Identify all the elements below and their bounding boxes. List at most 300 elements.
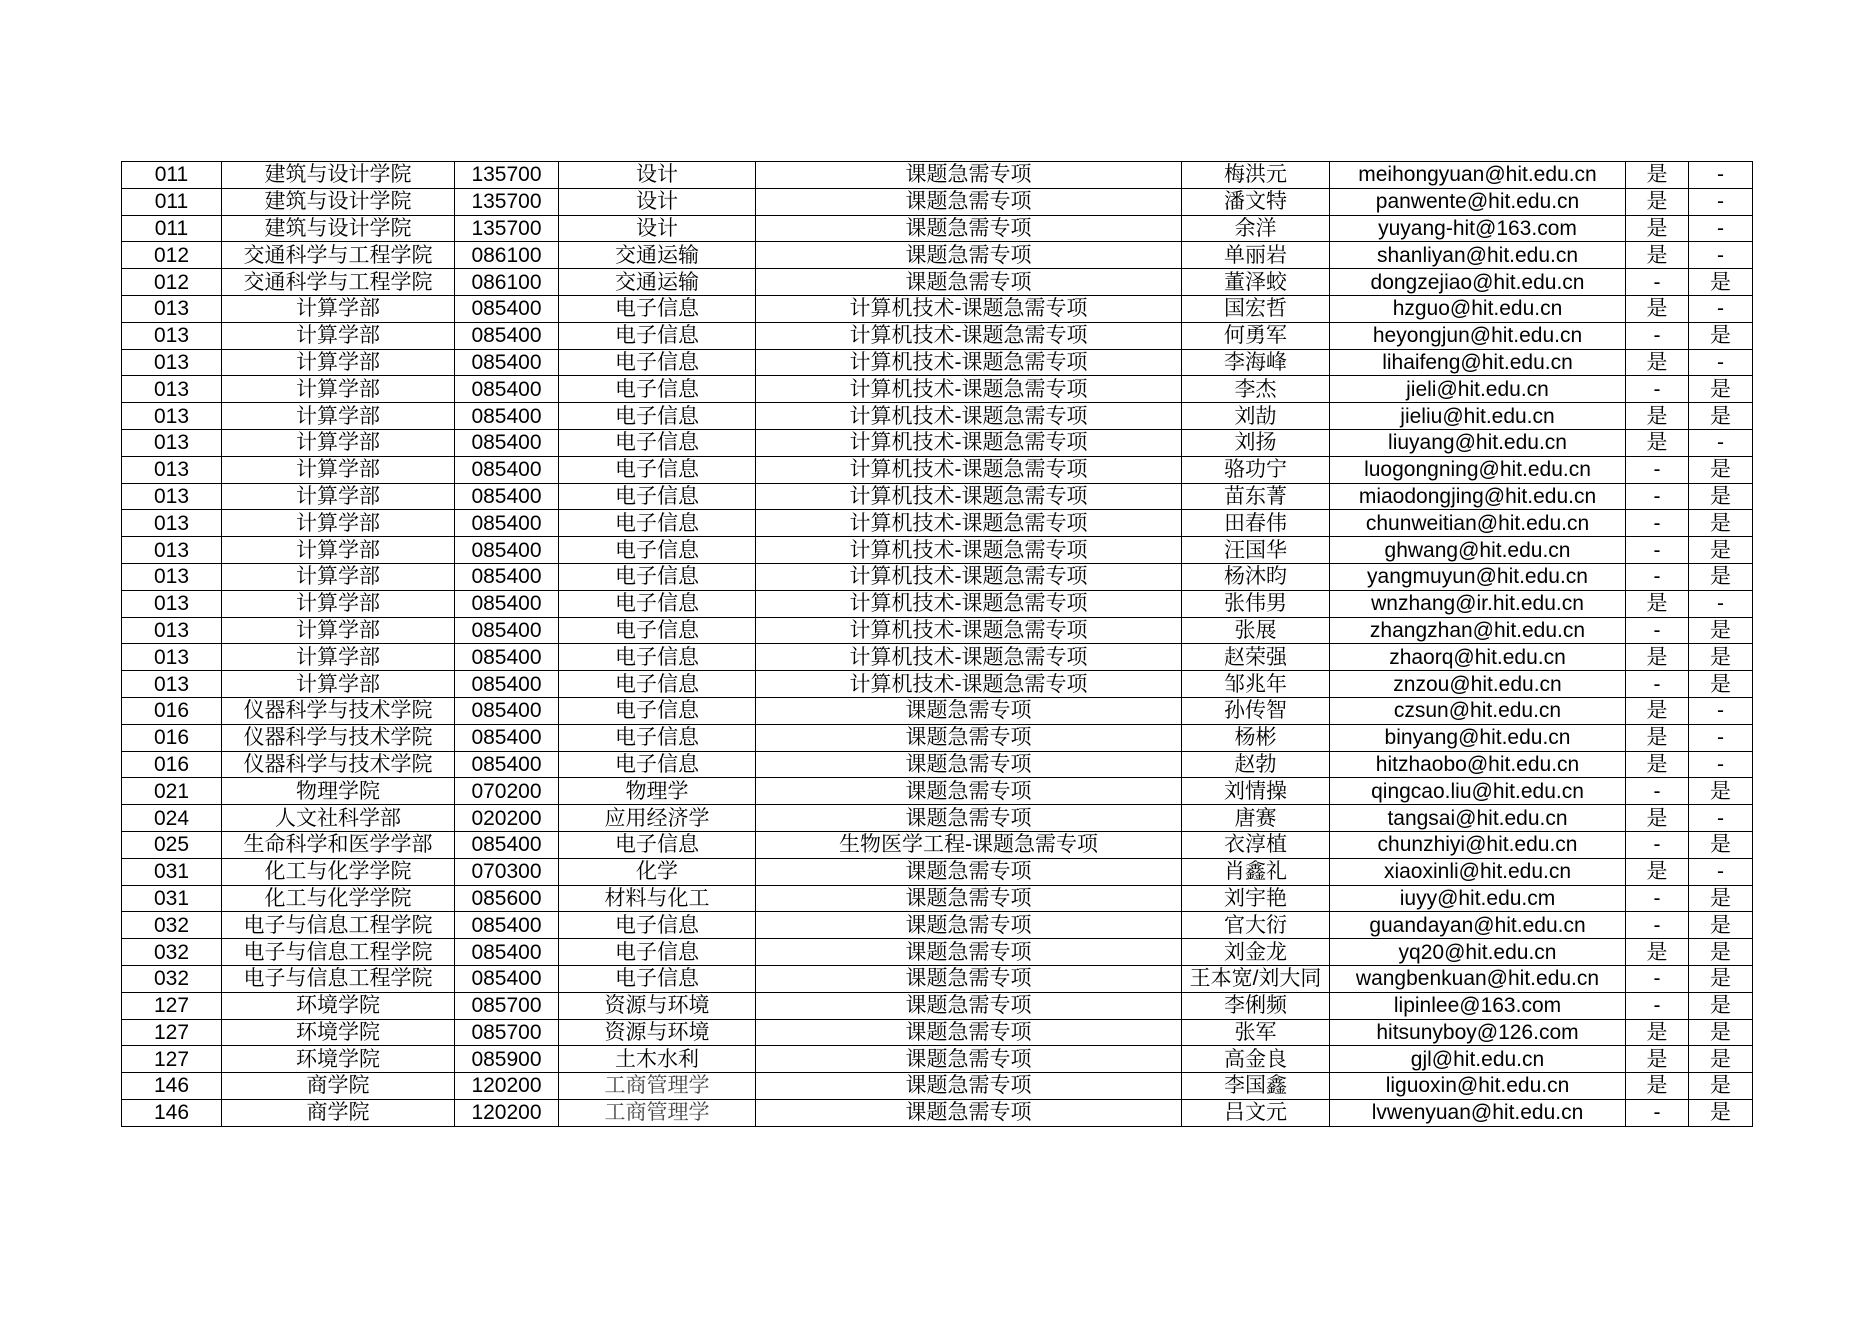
flag-b-cell: 是 [1689,1019,1753,1046]
major-name-cell: 电子信息 [559,617,756,644]
major-code-cell: 085400 [455,403,559,430]
major-name-cell: 电子信息 [559,590,756,617]
college-name-cell: 计算学部 [222,671,455,698]
table-row [122,778,1753,805]
college-code-cell: 031 [122,885,222,912]
college-code-cell: 013 [122,295,222,322]
major-name-cell: 电子信息 [559,912,756,939]
table-row [122,376,1753,403]
supervisor-name-cell: 何勇军 [1182,322,1330,349]
flag-b-cell: 是 [1689,510,1753,537]
table-row [122,805,1753,832]
college-name-cell: 商学院 [222,1073,455,1100]
flag-a-cell: - [1626,831,1689,858]
table-row [122,1046,1753,1073]
major-name-cell: 应用经济学 [559,805,756,832]
major-name-cell: 资源与环境 [559,992,756,1019]
major-code-cell: 085400 [455,644,559,671]
college-name-cell: 计算学部 [222,376,455,403]
flag-b-cell: 是 [1689,322,1753,349]
supervisor-name-cell: 吕文元 [1182,1099,1330,1126]
flag-b-cell: 是 [1689,483,1753,510]
table-row [122,1019,1753,1046]
supervisor-name-cell: 肖鑫礼 [1182,858,1330,885]
college-code-cell: 012 [122,242,222,269]
direction-cell: 课题急需专项 [756,965,1182,992]
email-cell: jieli@hit.edu.cn [1330,376,1626,403]
direction-cell: 课题急需专项 [756,1073,1182,1100]
table-row [122,403,1753,430]
flag-b-cell: - [1689,858,1753,885]
direction-cell: 课题急需专项 [756,992,1182,1019]
table-row [122,697,1753,724]
email-cell: tangsai@hit.edu.cn [1330,805,1626,832]
college-code-cell: 013 [122,403,222,430]
email-cell: lvwenyuan@hit.edu.cn [1330,1099,1626,1126]
direction-cell: 课题急需专项 [756,242,1182,269]
direction-cell: 课题急需专项 [756,912,1182,939]
major-code-cell: 085400 [455,563,559,590]
flag-a-cell: - [1626,778,1689,805]
email-cell: chunzhiyi@hit.edu.cn [1330,831,1626,858]
college-name-cell: 生命科学和医学学部 [222,831,455,858]
table-row [122,295,1753,322]
major-code-cell: 085400 [455,965,559,992]
college-name-cell: 计算学部 [222,563,455,590]
college-code-cell: 146 [122,1099,222,1126]
email-cell: luogongning@hit.edu.cn [1330,456,1626,483]
table-row [122,590,1753,617]
table-row [122,617,1753,644]
flag-b-cell: 是 [1689,831,1753,858]
flag-a-cell: - [1626,456,1689,483]
major-code-cell: 135700 [455,188,559,215]
flag-b-cell: 是 [1689,885,1753,912]
direction-cell: 计算机技术-课题急需专项 [756,429,1182,456]
email-cell: qingcao.liu@hit.edu.cn [1330,778,1626,805]
email-cell: xiaoxinli@hit.edu.cn [1330,858,1626,885]
major-code-cell: 135700 [455,162,559,189]
college-code-cell: 012 [122,269,222,296]
supervisor-name-cell: 董泽蛟 [1182,269,1330,296]
direction-cell: 生物医学工程-课题急需专项 [756,831,1182,858]
email-cell: meihongyuan@hit.edu.cn [1330,162,1626,189]
college-name-cell: 计算学部 [222,644,455,671]
major-code-cell: 085400 [455,483,559,510]
table-row [122,965,1753,992]
flag-b-cell: 是 [1689,269,1753,296]
email-cell: hzguo@hit.edu.cn [1330,295,1626,322]
flag-a-cell: 是 [1626,1073,1689,1100]
college-name-cell: 电子与信息工程学院 [222,912,455,939]
direction-cell: 课题急需专项 [756,1099,1182,1126]
supervisor-table [121,161,1753,1127]
direction-cell: 计算机技术-课题急需专项 [756,322,1182,349]
major-code-cell: 120200 [455,1099,559,1126]
major-code-cell: 085400 [455,376,559,403]
direction-cell: 计算机技术-课题急需专项 [756,563,1182,590]
major-name-cell: 电子信息 [559,965,756,992]
college-name-cell: 物理学院 [222,778,455,805]
college-name-cell: 电子与信息工程学院 [222,965,455,992]
major-code-cell: 085400 [455,671,559,698]
table-row [122,992,1753,1019]
direction-cell: 课题急需专项 [756,215,1182,242]
major-name-cell: 电子信息 [559,831,756,858]
direction-cell: 计算机技术-课题急需专项 [756,403,1182,430]
table-row [122,537,1753,564]
document-sheet [121,161,1753,1127]
direction-cell: 课题急需专项 [756,805,1182,832]
major-name-cell: 电子信息 [559,644,756,671]
flag-b-cell: - [1689,697,1753,724]
flag-b-cell: - [1689,751,1753,778]
major-code-cell: 085400 [455,831,559,858]
direction-cell: 计算机技术-课题急需专项 [756,510,1182,537]
flag-a-cell: 是 [1626,215,1689,242]
supervisor-name-cell: 国宏哲 [1182,295,1330,322]
major-name-cell: 工商管理学 [559,1073,756,1100]
table-row [122,858,1753,885]
table-row [122,831,1753,858]
flag-b-cell: 是 [1689,965,1753,992]
major-code-cell: 085900 [455,1046,559,1073]
college-name-cell: 交通科学与工程学院 [222,242,455,269]
major-name-cell: 电子信息 [559,322,756,349]
college-code-cell: 011 [122,188,222,215]
flag-b-cell: 是 [1689,376,1753,403]
table-row [122,162,1753,189]
table-row [122,644,1753,671]
college-name-cell: 交通科学与工程学院 [222,269,455,296]
college-code-cell: 031 [122,858,222,885]
email-cell: wangbenkuan@hit.edu.cn [1330,965,1626,992]
college-code-cell: 016 [122,724,222,751]
direction-cell: 课题急需专项 [756,939,1182,966]
major-code-cell: 085400 [455,456,559,483]
college-code-cell: 013 [122,537,222,564]
college-code-cell: 021 [122,778,222,805]
major-name-cell: 设计 [559,162,756,189]
college-name-cell: 仪器科学与技术学院 [222,751,455,778]
email-cell: heyongjun@hit.edu.cn [1330,322,1626,349]
supervisor-name-cell: 李海峰 [1182,349,1330,376]
college-name-cell: 人文社科学部 [222,805,455,832]
college-name-cell: 电子与信息工程学院 [222,939,455,966]
direction-cell: 课题急需专项 [756,1046,1182,1073]
table-row [122,242,1753,269]
email-cell: zhangzhan@hit.edu.cn [1330,617,1626,644]
table-row [122,456,1753,483]
college-name-cell: 计算学部 [222,403,455,430]
email-cell: chunweitian@hit.edu.cn [1330,510,1626,537]
flag-a-cell: 是 [1626,1046,1689,1073]
flag-b-cell: - [1689,805,1753,832]
supervisor-name-cell: 王本宽/刘大同 [1182,965,1330,992]
table-row [122,939,1753,966]
supervisor-name-cell: 骆功宁 [1182,456,1330,483]
major-code-cell: 085400 [455,912,559,939]
major-name-cell: 电子信息 [559,939,756,966]
supervisor-name-cell: 官大衍 [1182,912,1330,939]
college-code-cell: 013 [122,510,222,537]
college-name-cell: 建筑与设计学院 [222,162,455,189]
flag-b-cell: 是 [1689,1046,1753,1073]
direction-cell: 计算机技术-课题急需专项 [756,590,1182,617]
flag-b-cell: - [1689,724,1753,751]
direction-cell: 课题急需专项 [756,885,1182,912]
flag-a-cell: 是 [1626,858,1689,885]
supervisor-name-cell: 潘文特 [1182,188,1330,215]
flag-a-cell: 是 [1626,162,1689,189]
major-name-cell: 设计 [559,188,756,215]
supervisor-name-cell: 李国鑫 [1182,1073,1330,1100]
flag-b-cell: 是 [1689,563,1753,590]
email-cell: wnzhang@ir.hit.edu.cn [1330,590,1626,617]
major-code-cell: 085600 [455,885,559,912]
major-code-cell: 085400 [455,617,559,644]
direction-cell: 计算机技术-课题急需专项 [756,295,1182,322]
major-code-cell: 120200 [455,1073,559,1100]
college-name-cell: 化工与化学学院 [222,885,455,912]
table-row [122,1099,1753,1126]
supervisor-name-cell: 苗东菁 [1182,483,1330,510]
college-code-cell: 032 [122,965,222,992]
major-name-cell: 电子信息 [559,403,756,430]
flag-a-cell: - [1626,537,1689,564]
college-code-cell: 013 [122,376,222,403]
college-code-cell: 011 [122,215,222,242]
direction-cell: 计算机技术-课题急需专项 [756,537,1182,564]
major-code-cell: 085400 [455,724,559,751]
major-code-cell: 086100 [455,269,559,296]
major-name-cell: 电子信息 [559,671,756,698]
college-name-cell: 建筑与设计学院 [222,188,455,215]
direction-cell: 计算机技术-课题急需专项 [756,456,1182,483]
email-cell: czsun@hit.edu.cn [1330,697,1626,724]
email-cell: yq20@hit.edu.cn [1330,939,1626,966]
supervisor-name-cell: 高金良 [1182,1046,1330,1073]
table-row [122,912,1753,939]
flag-a-cell: 是 [1626,751,1689,778]
major-name-cell: 交通运输 [559,269,756,296]
email-cell: lihaifeng@hit.edu.cn [1330,349,1626,376]
table-row [122,269,1753,296]
college-code-cell: 011 [122,162,222,189]
college-name-cell: 计算学部 [222,295,455,322]
major-name-cell: 电子信息 [559,563,756,590]
supervisor-name-cell: 邹兆年 [1182,671,1330,698]
flag-a-cell: - [1626,617,1689,644]
direction-cell: 计算机技术-课题急需专项 [756,644,1182,671]
college-code-cell: 127 [122,992,222,1019]
major-name-cell: 电子信息 [559,537,756,564]
college-name-cell: 化工与化学学院 [222,858,455,885]
table-row [122,322,1753,349]
supervisor-name-cell: 刘情操 [1182,778,1330,805]
college-code-cell: 013 [122,429,222,456]
email-cell: dongzejiao@hit.edu.cn [1330,269,1626,296]
major-code-cell: 020200 [455,805,559,832]
major-code-cell: 085700 [455,992,559,1019]
direction-cell: 课题急需专项 [756,697,1182,724]
flag-b-cell: - [1689,242,1753,269]
table-row [122,215,1753,242]
major-code-cell: 135700 [455,215,559,242]
college-code-cell: 127 [122,1046,222,1073]
supervisor-name-cell: 孙传智 [1182,697,1330,724]
table-row [122,751,1753,778]
flag-b-cell: 是 [1689,644,1753,671]
college-code-cell: 127 [122,1019,222,1046]
flag-a-cell: 是 [1626,349,1689,376]
flag-a-cell: - [1626,671,1689,698]
flag-b-cell: - [1689,349,1753,376]
email-cell: panwente@hit.edu.cn [1330,188,1626,215]
supervisor-name-cell: 张军 [1182,1019,1330,1046]
flag-a-cell: - [1626,912,1689,939]
email-cell: hitsunyboy@126.com [1330,1019,1626,1046]
supervisor-name-cell: 刘金龙 [1182,939,1330,966]
college-code-cell: 013 [122,671,222,698]
major-code-cell: 085400 [455,751,559,778]
major-code-cell: 085400 [455,697,559,724]
table-row [122,429,1753,456]
major-code-cell: 070300 [455,858,559,885]
email-cell: yangmuyun@hit.edu.cn [1330,563,1626,590]
table-row [122,349,1753,376]
flag-a-cell: - [1626,992,1689,1019]
supervisor-name-cell: 汪国华 [1182,537,1330,564]
flag-b-cell: - [1689,590,1753,617]
flag-a-cell: 是 [1626,295,1689,322]
table-row [122,483,1753,510]
flag-b-cell: 是 [1689,939,1753,966]
table-row [122,724,1753,751]
email-cell: yuyang-hit@163.com [1330,215,1626,242]
major-name-cell: 物理学 [559,778,756,805]
supervisor-name-cell: 李杰 [1182,376,1330,403]
college-name-cell: 计算学部 [222,456,455,483]
major-code-cell: 085400 [455,429,559,456]
flag-b-cell: - [1689,162,1753,189]
table-row [122,671,1753,698]
major-name-cell: 电子信息 [559,724,756,751]
major-name-cell: 资源与环境 [559,1019,756,1046]
major-code-cell: 085400 [455,590,559,617]
supervisor-name-cell: 杨沐昀 [1182,563,1330,590]
direction-cell: 计算机技术-课题急需专项 [756,671,1182,698]
flag-a-cell: 是 [1626,644,1689,671]
major-code-cell: 085700 [455,1019,559,1046]
flag-b-cell: - [1689,188,1753,215]
college-name-cell: 计算学部 [222,590,455,617]
major-code-cell: 085400 [455,510,559,537]
direction-cell: 课题急需专项 [756,778,1182,805]
major-code-cell: 085400 [455,939,559,966]
college-code-cell: 013 [122,644,222,671]
direction-cell: 课题急需专项 [756,269,1182,296]
major-name-cell: 电子信息 [559,483,756,510]
direction-cell: 课题急需专项 [756,162,1182,189]
email-cell: znzou@hit.edu.cn [1330,671,1626,698]
flag-a-cell: - [1626,1099,1689,1126]
flag-b-cell: 是 [1689,1099,1753,1126]
college-name-cell: 仪器科学与技术学院 [222,697,455,724]
college-name-cell: 环境学院 [222,992,455,1019]
college-name-cell: 环境学院 [222,1019,455,1046]
college-code-cell: 013 [122,617,222,644]
major-name-cell: 电子信息 [559,510,756,537]
flag-a-cell: - [1626,510,1689,537]
email-cell: guandayan@hit.edu.cn [1330,912,1626,939]
college-code-cell: 025 [122,831,222,858]
major-code-cell: 085400 [455,322,559,349]
supervisor-name-cell: 刘扬 [1182,429,1330,456]
supervisor-name-cell: 张伟男 [1182,590,1330,617]
flag-a-cell: 是 [1626,188,1689,215]
email-cell: ghwang@hit.edu.cn [1330,537,1626,564]
college-code-cell: 013 [122,456,222,483]
email-cell: hitzhaobo@hit.edu.cn [1330,751,1626,778]
major-name-cell: 电子信息 [559,349,756,376]
email-cell: jieliu@hit.edu.cn [1330,403,1626,430]
flag-a-cell: 是 [1626,805,1689,832]
supervisor-name-cell: 赵荣强 [1182,644,1330,671]
major-code-cell: 085400 [455,537,559,564]
supervisor-name-cell: 余洋 [1182,215,1330,242]
supervisor-name-cell: 单丽岩 [1182,242,1330,269]
table-row [122,510,1753,537]
flag-b-cell: - [1689,429,1753,456]
email-cell: liguoxin@hit.edu.cn [1330,1073,1626,1100]
flag-b-cell: - [1689,215,1753,242]
college-code-cell: 013 [122,483,222,510]
email-cell: gjl@hit.edu.cn [1330,1046,1626,1073]
direction-cell: 课题急需专项 [756,1019,1182,1046]
flag-a-cell: - [1626,965,1689,992]
supervisor-name-cell: 田春伟 [1182,510,1330,537]
flag-a-cell: - [1626,322,1689,349]
college-code-cell: 013 [122,349,222,376]
major-code-cell: 085400 [455,295,559,322]
flag-b-cell: 是 [1689,1073,1753,1100]
flag-a-cell: 是 [1626,590,1689,617]
college-code-cell: 013 [122,590,222,617]
major-name-cell: 材料与化工 [559,885,756,912]
flag-a-cell: 是 [1626,242,1689,269]
college-name-cell: 计算学部 [222,617,455,644]
college-name-cell: 环境学院 [222,1046,455,1073]
direction-cell: 计算机技术-课题急需专项 [756,617,1182,644]
flag-a-cell: - [1626,563,1689,590]
major-name-cell: 电子信息 [559,429,756,456]
flag-a-cell: 是 [1626,429,1689,456]
flag-a-cell: 是 [1626,724,1689,751]
college-code-cell: 013 [122,322,222,349]
college-name-cell: 计算学部 [222,349,455,376]
email-cell: liuyang@hit.edu.cn [1330,429,1626,456]
flag-a-cell: 是 [1626,1019,1689,1046]
flag-b-cell: 是 [1689,992,1753,1019]
major-name-cell: 电子信息 [559,697,756,724]
major-name-cell: 电子信息 [559,456,756,483]
flag-a-cell: - [1626,269,1689,296]
flag-b-cell: 是 [1689,912,1753,939]
direction-cell: 计算机技术-课题急需专项 [756,483,1182,510]
major-name-cell: 土木水利 [559,1046,756,1073]
email-cell: iuyy@hit.edu.cm [1330,885,1626,912]
